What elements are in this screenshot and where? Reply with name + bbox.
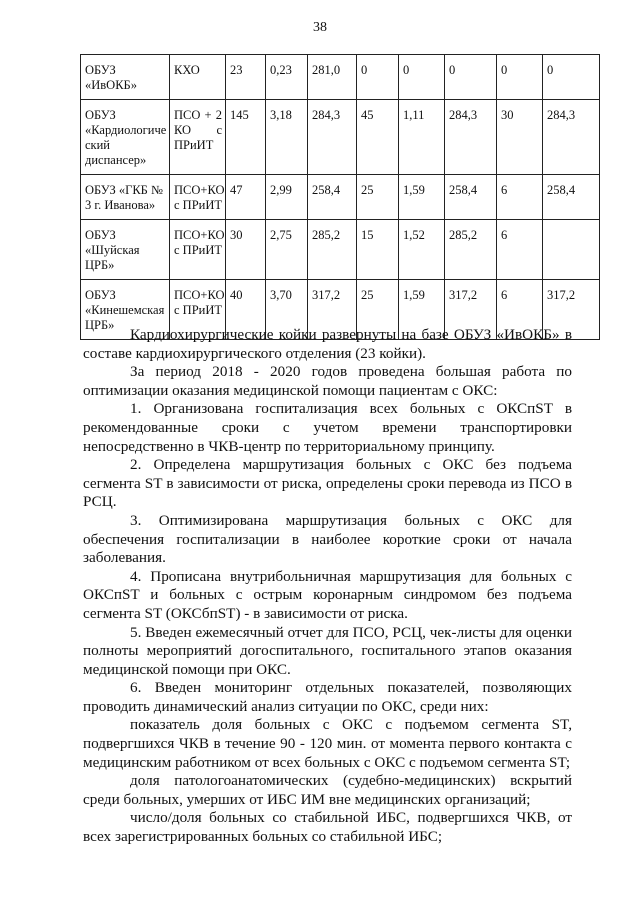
body-text: [83, 326, 572, 847]
paragraph-indicator-stable-ihd: число/доля больных со стабильной ИБС, подвергшихся ЧКВ, от всех зарегистрированных больных со стабильной ИБС;: [83, 809, 572, 846]
table-cell-organization: ОБУЗ «Шуйская ЦРБ»: [81, 220, 170, 280]
paragraph-indicator-autopsy: доля патологоанатомических (судебно-медицинских) вскрытий среди больных, умерших от ИБС ИМ вне медицинских организаций;: [83, 772, 572, 808]
table-cell-value: 15: [357, 220, 399, 280]
table-cell-value: 0: [357, 55, 399, 100]
table-cell-organization: ОБУЗ «ИвОКБ»: [81, 55, 170, 100]
table-cell-value: 3,18: [266, 100, 308, 175]
table-cell-unit-type: ПСО+КО с ПРиИТ: [170, 175, 226, 220]
paragraph-cardiosurgery-beds: Кардиохирургические койки развернуты на базе ОБУЗ «ИвОКБ» в составе кардиохирургического отделения (23 койки).: [83, 326, 572, 362]
table-cell-value: 45: [357, 100, 399, 175]
data-table: [80, 54, 600, 340]
table-cell-value: [543, 220, 600, 280]
table-cell-value: 284,3: [543, 100, 600, 175]
table-cell-value: 2,99: [266, 175, 308, 220]
table-cell-value: 285,2: [445, 220, 497, 280]
table-cell-value: 285,2: [308, 220, 357, 280]
table-cell-value: 284,3: [308, 100, 357, 175]
table-cell-value: 1,59: [399, 280, 445, 340]
page-number: 38: [313, 20, 327, 35]
table-cell-unit-type: КХО: [170, 55, 226, 100]
paragraph-period-summary: За период 2018 - 2020 годов проведена большая работа по оптимизации оказания медицинской помощи пациентам с ОКС:: [83, 363, 572, 399]
table-cell-organization: ОБУЗ «Кардиологиче ский диспансер»: [81, 100, 170, 175]
table-cell-value: 3,70: [266, 280, 308, 340]
table-cell-unit-type: ПСО+КО с ПРиИТ: [170, 220, 226, 280]
paragraph-item-4: 4. Прописана внутрибольничная маршрутизация для больных с ОКСпST и больных с острым коронарным синдромом без подъема сегмента ST (ОКСбпST) - в зависимости от риска.: [83, 567, 572, 622]
table-cell-unit-type: ПСО + 2 КО с ПРиИТ: [170, 100, 226, 175]
paragraph-item-1: 1. Организована госпитализация всех больных с ОКСпST в рекомендованные сроки с учетом времени транспортировки непосредственно в ЧКВ-центр по территориальному принципу.: [83, 400, 572, 455]
table-cell-value: 1,52: [399, 220, 445, 280]
table-cell-value: 30: [497, 100, 543, 175]
table-cell-value: 1,11: [399, 100, 445, 175]
table-cell-value: 145: [226, 100, 266, 175]
table-cell-value: 25: [357, 175, 399, 220]
paragraph-indicator-pci-time: показатель доля больных с ОКС с подъемом сегмента ST, подвергшихся ЧКВ в течение 90 - 120 мин. от момента первого контакта с медицинским работником от всех больных с ОКС с подъемом сегмента ST;: [83, 716, 572, 771]
table-cell-value: 6: [497, 220, 543, 280]
table-row: [81, 175, 600, 220]
paragraph-item-5: 5. Введен ежемесячный отчет для ПСО, РСЦ, чек-листы для оценки полноты мероприятий догоспитального, госпитального этапов оказания медицинской помощи при ОКС.: [83, 623, 572, 678]
table-cell-value: 258,4: [445, 175, 497, 220]
paragraph-item-2: 2. Определена маршрутизация больных с ОКС без подъема сегмента ST в зависимости от риска, определены сроки перевода из ПСО в РСЦ.: [83, 456, 572, 511]
table-cell-value: 40: [226, 280, 266, 340]
table-cell-value: 317,2: [543, 280, 600, 340]
table-cell-value: 0: [543, 55, 600, 100]
table-cell-value: 23: [226, 55, 266, 100]
table-body: [81, 55, 600, 340]
table-cell-value: 0: [497, 55, 543, 100]
table-cell-value: 47: [226, 175, 266, 220]
table-cell-value: 0,23: [266, 55, 308, 100]
table-cell-value: 281,0: [308, 55, 357, 100]
paragraph-item-3: 3. Оптимизирована маршрутизация больных с ОКС для обеспечения госпитализации в наиболее короткие сроки от начала заболевания.: [83, 511, 572, 567]
table-row: [81, 220, 600, 280]
table-cell-value: 25: [357, 280, 399, 340]
table-cell-value: 6: [497, 175, 543, 220]
table-cell-value: 258,4: [543, 175, 600, 220]
table-cell-value: 258,4: [308, 175, 357, 220]
table-cell-organization: ОБУЗ «ГКБ № 3 г. Иванова»: [81, 175, 170, 220]
table-cell-value: 317,2: [308, 280, 357, 340]
table-cell-value: 2,75: [266, 220, 308, 280]
table-cell-value: 30: [226, 220, 266, 280]
table-cell-value: 0: [399, 55, 445, 100]
table-cell-unit-type: ПСО+КО с ПРиИТ: [170, 280, 226, 340]
table-cell-value: 6: [497, 280, 543, 340]
table-cell-value: 0: [445, 55, 497, 100]
table-cell-value: 1,59: [399, 175, 445, 220]
table-cell-value: 317,2: [445, 280, 497, 340]
table-cell-value: 284,3: [445, 100, 497, 175]
table-row: [81, 100, 600, 175]
paragraph-item-6: 6. Введен мониторинг отдельных показателей, позволяющих проводить динамический анализ ситуации по ОКС, среди них:: [83, 679, 572, 715]
table-cell-organization: ОБУЗ «Кинешемская ЦРБ»: [81, 280, 170, 340]
table-row: [81, 55, 600, 100]
